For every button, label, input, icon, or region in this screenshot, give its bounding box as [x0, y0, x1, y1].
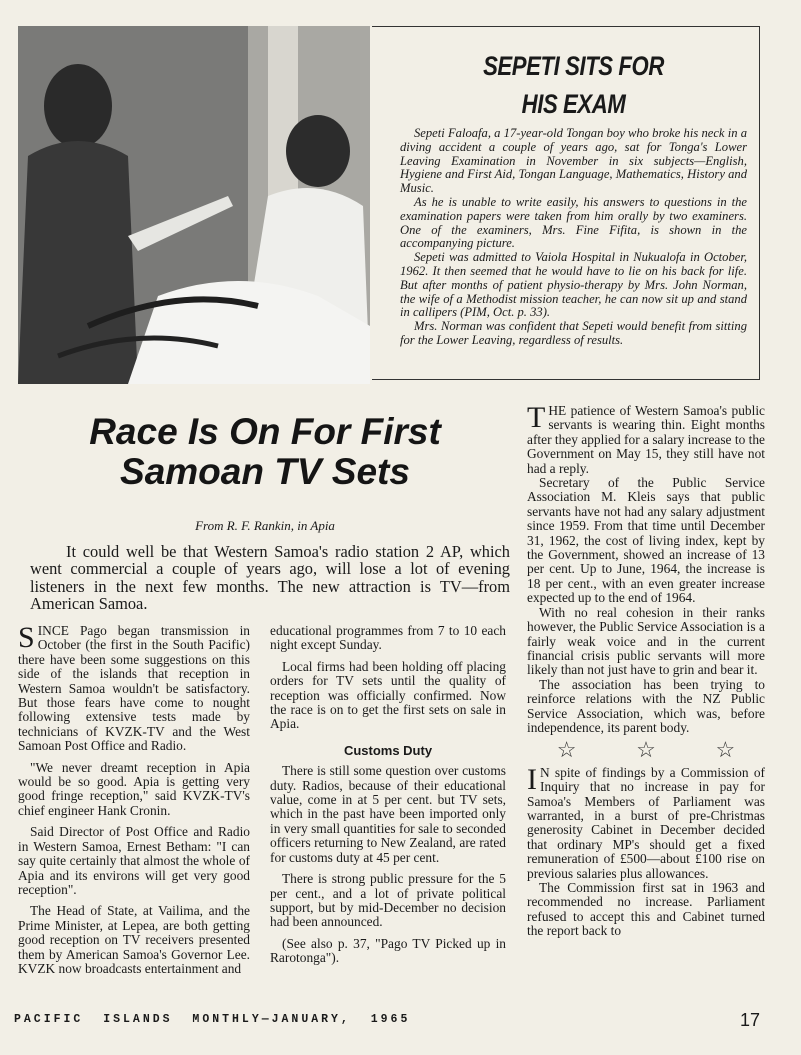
sidebar-paragraph: Sepeti Faloafa, a 17-year-old Tongan boy who broke his neck in a diving accident a couple of years ago, sat for Tonga's Lower Leaving Examination in November in six subjects—English, Hygiene and First Aid, Tongan Language, Mathematics, History and Music.: [400, 126, 747, 196]
sidebar-title-line1: SEPETI SITS FOR: [483, 51, 664, 81]
article-paragraph: Local firms had been holding off placing orders for TV sets until the quality of reception was officially confirmed. Now the race is on to get the first sets on sale in Apia.: [270, 658, 506, 732]
article-paragraph: The Head of State, at Vailima, and the Prime Minister, at Lepea, are both getting good reception on TV receivers presented them by American Samoa's Governor Lee. KVZK now broadcasts entertainment and: [18, 903, 250, 976]
article-paragraph: There is strong public pressure for the 5 per cent., and a lot of private political support, but by mid-December no decision had been announced.: [270, 871, 506, 930]
page-number: 17: [740, 1010, 761, 1030]
dropcap: I: [527, 762, 537, 796]
article-paragraph: The association has been trying to reinforce relations with the NZ Public Service Association, which was, before independence, its parent body.: [527, 676, 765, 735]
star-divider: [527, 737, 765, 763]
dropcap: S: [18, 621, 35, 654]
sidebar-paragraph: As he is unable to write easily, his answers to questions in the examination papers were taken from him orally by two examiners. One of the examiners, Mrs. Fine Fifita, is shown in the accompanying picture.: [400, 194, 747, 251]
subheading-customs-duty: Customs Duty: [343, 742, 433, 758]
article-paragraph: [527, 401, 765, 476]
article-headline: [30, 412, 500, 492]
paragraph-text: INCE Pago began transmission in October (the first in the South Pacific) there have been some suggestions on this side of the islands that reception in Western Samoa wouldn't be satisfactory. But those fears have come to nought following extensive tests made by technicians of KVZK-TV and the West Samoan Post Office and Radio.: [18, 623, 250, 754]
sidebar-title-line2: HIS EXAM: [521, 89, 626, 119]
article-paragraph: "We never dreamt reception in Apia would be so good. Apia is getting very good fringe reception," said KVZK-TV's chief engineer Hank Cronin.: [18, 759, 250, 818]
headline-line1: Race Is On For First: [89, 411, 441, 452]
article-paragraph: Secretary of the Public Service Association M. Kleis says that public servants have not had any salary adjustment since 1959. From that time until December 31, 1962, the cost of living index, kept by the Government, showed an increase of 13 per cent. Up to June, 1964, the increase is 18 per cent., with an even greater increase expected up to the end of 1964.: [527, 475, 765, 606]
sidebar-story-box: [372, 26, 760, 380]
star-icon: ☆: [715, 737, 736, 763]
star-icon: ☆: [556, 737, 577, 763]
sidebar-paragraph: Mrs. Norman was confident that Sepeti would benefit from sitting for the Lower Leaving, regardless of results.: [400, 319, 747, 347]
sidebar-paragraph: Sepeti was admitted to Vaiola Hospital in Nukualofa in October, 1962. It then seemed that he would have to lie on his back for life. But after months of patient physio-therapy by Mrs. John Norman, the wife of a Methodist mission teacher, he can now sit up and stand in callipers (PIM, Oct. p. 33).: [400, 250, 747, 320]
article-paragraph: [18, 621, 250, 754]
article-paragraph: educational programmes from 7 to 10 each night except Sunday.: [270, 623, 506, 653]
article-byline: From R. F. Rankin, in Apia: [195, 518, 335, 533]
article-paragraph: Said Director of Post Office and Radio in Western Samoa, Ernest Betham: "I can say quite certainly that almost the whole of Apia and its environs will get very good reception".: [18, 824, 250, 897]
article-column-3: [527, 401, 765, 939]
article-paragraph: The Commission first sat in 1963 and recommended no increase. Parliament refused to accept this and Cabinet turned the report back to: [527, 880, 765, 939]
article-paragraph: With no real cohesion in their ranks however, the Public Service Association is a fairly weak voice and in the current financial crisis public servants will more likely than not just have to grin and bear it.: [527, 604, 765, 678]
photo-sepeti-exam: [18, 26, 370, 384]
article-paragraph: (See also p. 37, "Pago TV Picked up in Rarotonga").: [270, 935, 506, 966]
sidebar-story-title: [431, 47, 716, 123]
paragraph-text: N spite of findings by a Commission of Inquiry that no increase in pay for Samoa's Members of Parliament was warranted, in a burst of pre-Christmas generosity Cabinet in December decided that ordinary MP's should get a fixed remuneration of £500—about £100 rise on previous salaries plus allowances.: [527, 764, 765, 881]
article-paragraph: [527, 762, 765, 881]
star-icon: ☆: [636, 737, 656, 763]
article-intro: It could well be that Western Samoa's radio station 2 AP, which went commercial a couple of years ago, will lose a lot of evening listeners in the next few months. The new attraction is TV—from American Samoa.: [30, 542, 510, 614]
headline-line2: Samoan TV Sets: [120, 451, 410, 492]
article-column-2: [270, 624, 506, 973]
dropcap: T: [527, 401, 546, 434]
article-paragraph: There is still some question over customs duty. Radios, because of their educational value, come in at 5 per cent. but TV sets, which in the past have been imported only in very small quantities for sale to seconded officers returning to New Zealand, are rated for customs duty at 45 per cent.: [270, 763, 506, 865]
paragraph-text: HE patience of Western Samoa's public servants is wearing thin. Eight months after they applied for a salary increase to the Government on May 15, they still have not had a reply.: [527, 403, 765, 476]
photo-illustration: [18, 26, 370, 384]
article-column-1: [18, 621, 250, 983]
publication-footer: PACIFIC ISLANDS MONTHLY—JANUARY, 1965: [14, 1013, 411, 1026]
